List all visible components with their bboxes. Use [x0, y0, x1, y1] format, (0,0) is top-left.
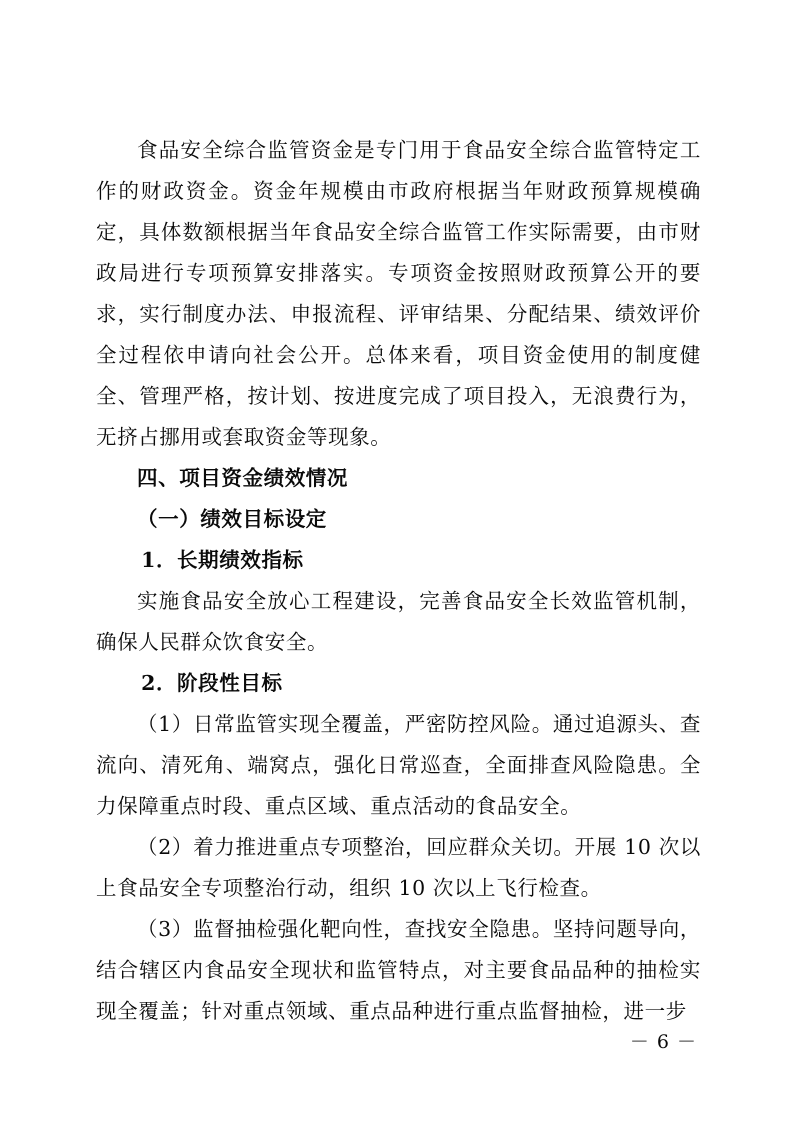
- heading-section-four: 四、项目资金绩效情况: [137, 466, 348, 490]
- document-body: [96, 130, 701, 1032]
- paragraph-funding-overview: 食品安全综合监管资金是专门用于食品安全综合监管特定工作的财政资金。资金年规模由市政府根据当年财政预算规模确定，具体数额根据当年食品安全综合监管工作实际需要，由市财政局进行专项预算安排落实。专项资金按照财政预算公开的要求，实行制度办法、申报流程、评审结果、分配结果、绩效评价全过程依申请向社会公开。总体来看，项目资金使用的制度健全、管理严格，按计划、按进度完成了项目投入，无浪费行为，无挤占挪用或套取资金等现象。: [96, 138, 701, 449]
- heading-stage-goals: 2．阶段性目标: [141, 671, 283, 695]
- paragraph-stage-goal-2: （2）着力推进重点专项整治，回应群众关切。开展 10 次以上食品安全专项整治行动，组织 10 次以上飞行检查。: [96, 835, 701, 900]
- paragraph-stage-goal-1: （1）日常监管实现全覆盖，严密防控风险。通过追源头、查流向、清死角、端窝点，强化日常巡查，全面排查风险隐患。全力保障重点时段、重点区域、重点活动的食品安全。: [96, 712, 701, 818]
- paragraph-stage-goal-3: （3）监督抽检强化靶向性，查找安全隐患。坚持问题导向，结合辖区内食品安全现状和监管特点，对主要食品品种的抽检实现全覆盖；针对重点领域、重点品种进行重点监督抽检，进一步: [96, 917, 701, 1023]
- heading-long-term-indicator: 1．长期绩效指标: [141, 548, 304, 572]
- page-number: － 6 －: [629, 1031, 697, 1053]
- paragraph-long-term-indicator: 实施食品安全放心工程建设，完善食品安全长效监管机制，确保人民群众饮食安全。: [96, 589, 701, 654]
- heading-subsection-one: （一）绩效目标设定: [137, 507, 327, 531]
